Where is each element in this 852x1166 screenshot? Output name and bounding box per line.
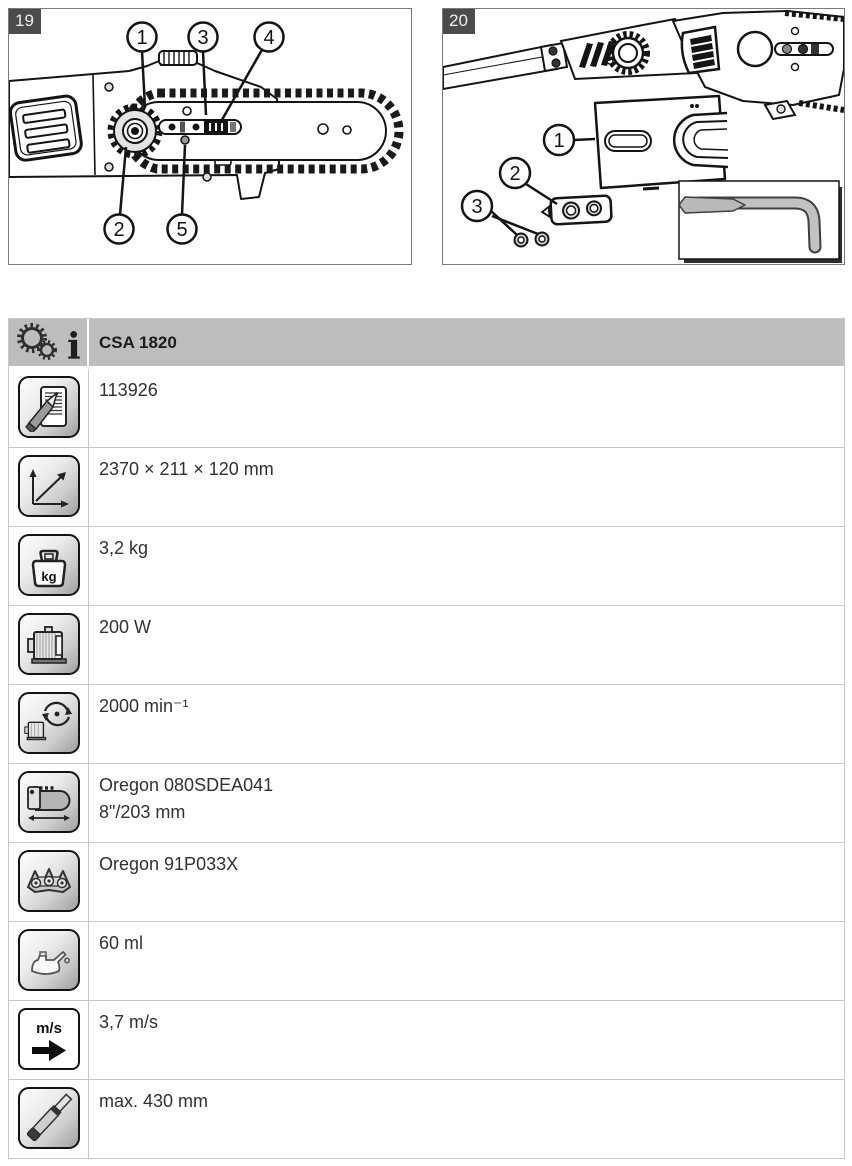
dimensions-icon xyxy=(18,455,80,517)
spec-row xyxy=(9,447,844,526)
spec-row xyxy=(9,1000,844,1079)
gears-info-icon xyxy=(9,319,89,366)
vent-panel xyxy=(9,95,82,162)
cutting-length-icon xyxy=(18,1087,80,1149)
article-number-icon xyxy=(18,376,80,438)
callout-number: 5 xyxy=(176,219,188,241)
spec-value xyxy=(99,1036,844,1063)
callout-number: 4 xyxy=(263,27,275,49)
spec-value: 3,7 m/s xyxy=(99,1012,159,1032)
figure-19-label: 19 xyxy=(9,9,41,34)
spec-value xyxy=(99,483,844,510)
callout-number: 3 xyxy=(471,196,483,218)
spec-value: 60 ml xyxy=(99,933,144,953)
figure-19-drawing xyxy=(9,9,411,264)
spec-value: 3,2 kg xyxy=(99,538,149,558)
spec-row xyxy=(9,1079,844,1158)
figure-20-drawing xyxy=(443,9,844,264)
figure-19-panel xyxy=(8,8,412,265)
saw-chain-icon xyxy=(18,850,80,912)
spec-row xyxy=(9,921,844,1000)
spec-row xyxy=(9,369,844,447)
spec-value: Oregon 91P033X xyxy=(99,854,239,874)
svg-text:i: i xyxy=(67,325,81,364)
spec-value: 2000 min⁻¹ xyxy=(99,696,189,716)
figure-20-panel xyxy=(442,8,845,265)
spec-table-header xyxy=(9,319,844,369)
callout-number: 3 xyxy=(197,27,209,49)
spec-value xyxy=(99,562,844,589)
spec-value: 8"/203 mm xyxy=(99,802,186,822)
chain-speed-icon xyxy=(18,1008,80,1070)
spec-value xyxy=(99,1115,844,1142)
weight-icon xyxy=(18,534,80,596)
spec-row xyxy=(9,763,844,842)
spec-value: Oregon 080SDEA041 xyxy=(99,775,274,795)
nuts xyxy=(515,233,549,247)
callout-number: 2 xyxy=(509,163,521,185)
spec-table xyxy=(8,318,845,1159)
spec-value xyxy=(99,641,844,668)
rotation-speed-icon xyxy=(18,692,80,754)
spec-value xyxy=(99,878,844,905)
spec-value: 2370 × 211 × 120 mm xyxy=(99,459,274,479)
spec-row xyxy=(9,684,844,763)
spec-value: 113926 xyxy=(99,380,158,400)
spec-row xyxy=(9,526,844,605)
callout-number: 2 xyxy=(113,219,125,241)
oil-tank-icon xyxy=(18,929,80,991)
spec-value xyxy=(99,720,844,747)
callout-number: 1 xyxy=(136,27,148,49)
guide-bar-icon xyxy=(18,771,80,833)
callout-number: 1 xyxy=(553,130,565,152)
svg-text:kg: kg xyxy=(40,569,57,584)
motor-power-icon xyxy=(18,613,80,675)
spec-value xyxy=(99,957,844,984)
spec-value: max. 430 mm xyxy=(99,1091,209,1111)
spec-row xyxy=(9,842,844,921)
spec-row xyxy=(9,605,844,684)
spec-value: 200 W xyxy=(99,617,152,637)
telescopic-pole xyxy=(443,45,557,89)
figure-20-label: 20 xyxy=(443,9,475,34)
svg-text:m/s: m/s xyxy=(35,1020,62,1037)
spec-value xyxy=(99,404,844,431)
model-title: CSA 1820 xyxy=(99,332,177,352)
